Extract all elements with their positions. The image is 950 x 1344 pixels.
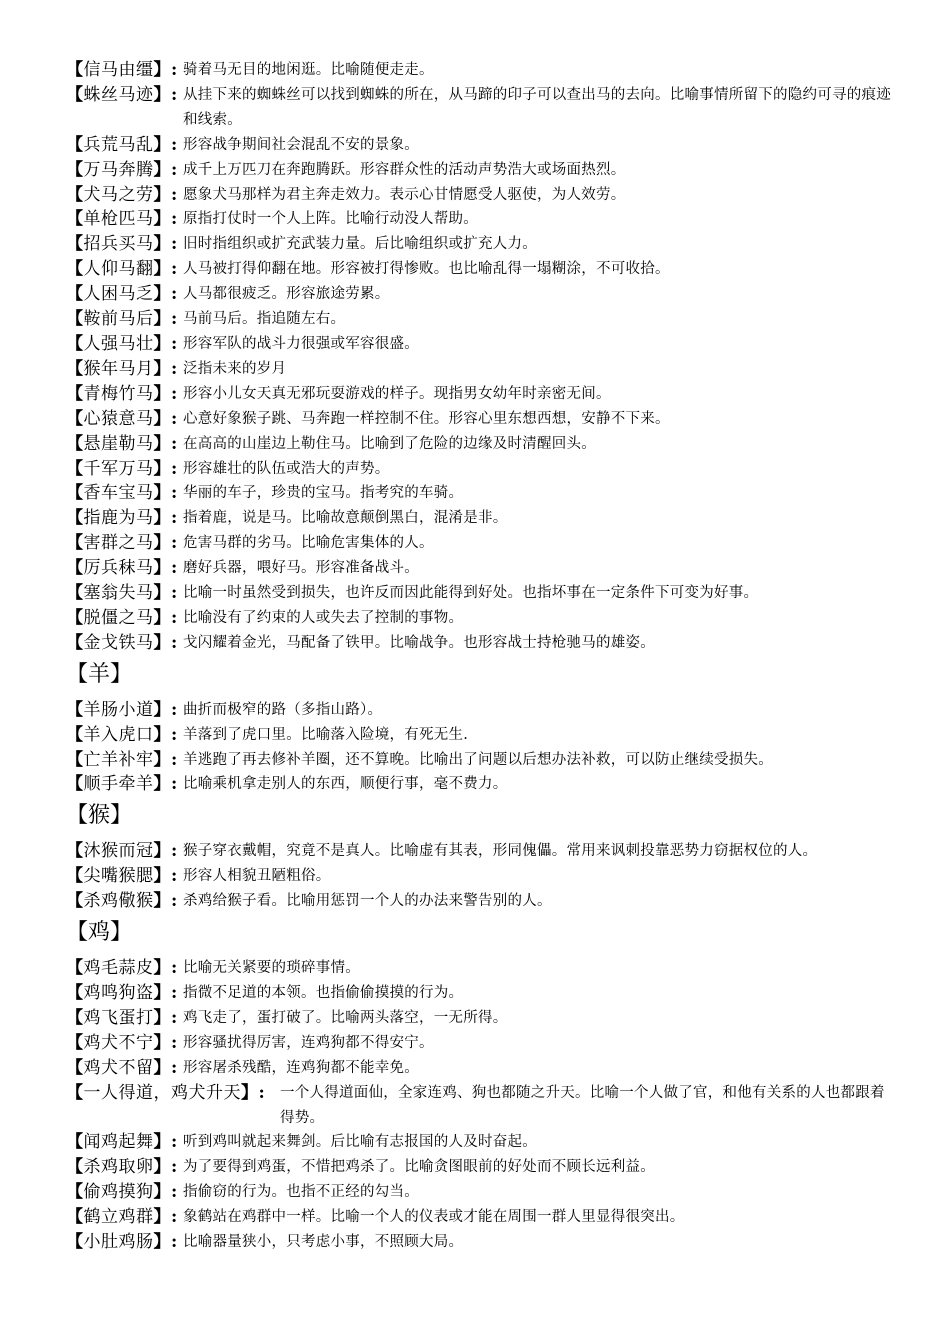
left-bracket: 【 (66, 134, 84, 155)
left-bracket: 【 (66, 866, 84, 887)
idiom-word: 信马由缰 (83, 60, 154, 80)
right-bracket-colon: 】: (153, 1157, 178, 1178)
idiom-word: 脱僵之马 (83, 607, 154, 628)
left-bracket: 【 (66, 458, 84, 479)
left-bracket: 【 (66, 983, 84, 1003)
left-bracket: 【 (66, 259, 84, 280)
idiom-entry (66, 382, 896, 407)
idiom-term (66, 183, 183, 208)
idiom-word: 人困马乏 (83, 284, 154, 305)
right-bracket-colon: 】: (153, 866, 178, 887)
idiom-definition: 心意好象猴子跳、马奔跑一样控制不住。形容心里东想西想，安静不下来。 (183, 410, 670, 427)
idiom-entry (66, 956, 896, 981)
idiom-term (66, 1180, 183, 1205)
idiom-word: 千军万马 (83, 458, 154, 479)
left-bracket: 【 (66, 60, 84, 80)
idiom-definition: 形容人相貌丑陋粗俗。 (183, 868, 331, 885)
idiom-definition: 骑着马无目的地闲逛。比喻随便走走。 (183, 62, 434, 78)
idiom-entry (66, 481, 896, 506)
right-bracket-colon: 】: (153, 483, 178, 504)
idiom-definition: 马前马后。指追随左右。 (183, 311, 346, 328)
idiom-term (66, 457, 183, 482)
idiom-entry (66, 357, 896, 382)
idiom-word: 害群之马 (83, 533, 154, 554)
idiom-definition: 原指打仗时一个人上阵。比喻行动没人帮助。 (183, 211, 478, 228)
idiom-term (66, 83, 183, 108)
left-bracket: 【 (66, 1082, 84, 1103)
idiom-term (66, 556, 183, 581)
idiom-definition: 曲折而极窄的路（多指山路）。 (183, 701, 383, 718)
idiom-term (66, 889, 183, 914)
idiom-word: 青梅竹马 (83, 383, 154, 404)
idiom-entry (66, 307, 896, 332)
idiom-term (66, 506, 183, 531)
right-bracket-colon: 】: (153, 259, 178, 280)
right-bracket-colon: 】: (153, 841, 178, 862)
idiom-term (66, 1130, 183, 1155)
left-bracket: 【 (66, 583, 84, 604)
idiom-word: 人强马壮 (83, 333, 154, 354)
section-heading: 【鸡】 (66, 920, 133, 946)
idiom-word: 杀鸡儆猴 (83, 891, 154, 912)
idiom-word: 杀鸡取卵 (83, 1157, 154, 1178)
idiom-term (66, 282, 183, 307)
idiom-word: 心猿意马 (83, 408, 154, 429)
idiom-term (66, 158, 183, 183)
right-bracket-colon: 】: (153, 383, 178, 404)
idiom-word: 鸡犬不留 (83, 1057, 154, 1078)
idiom-entry (66, 1205, 896, 1230)
right-bracket-colon: 】: (153, 309, 178, 330)
right-bracket-colon: 】: (153, 284, 178, 305)
right-bracket-colon: 】: (153, 749, 178, 770)
idiom-definition: 比喻乘机拿走别人的东西，顺便行事，毫不费力。 (183, 776, 508, 793)
left-bracket: 【 (66, 184, 84, 205)
idiom-definition: 指着鹿，说是马。比喻故意颠倒黑白，混淆是非。 (183, 510, 508, 527)
idiom-word: 偷鸡摸狗 (83, 1182, 154, 1203)
idiom-term (66, 1155, 183, 1180)
left-bracket: 【 (66, 358, 84, 379)
left-bracket: 【 (66, 699, 84, 720)
idiom-definition: 羊逃跑了再去修补羊圈，还不算晚。比喻出了问题以后想办法补救，可以防止继续受损失。 (183, 751, 773, 768)
idiom-definition: 比喻一时虽然受到损失，也许反而因此能得到好处。也指坏事在一定条件下可变为好事。 (183, 585, 759, 602)
section-heading: 【羊】 (66, 661, 133, 687)
idiom-term (66, 631, 183, 656)
left-bracket: 【 (66, 1182, 84, 1203)
idiom-term (66, 207, 183, 232)
idiom-word: 招兵买马 (83, 234, 154, 255)
idiom-word: 鸡毛蒜皮 (83, 958, 154, 979)
idiom-entry (66, 407, 896, 432)
idiom-term (66, 839, 183, 864)
idiom-term (66, 1006, 183, 1031)
idiom-entry (66, 257, 896, 282)
right-bracket-colon: 】: (153, 774, 178, 795)
idiom-definition: 在高高的山崖边上勒住马。比喻到了危险的边缘及时清醒回头。 (183, 435, 596, 452)
right-bracket-colon: 】: (153, 1032, 178, 1053)
right-bracket-colon: 】: (153, 1182, 178, 1203)
idiom-word: 指鹿为马 (83, 508, 154, 529)
idiom-entry (66, 133, 896, 158)
right-bracket-colon: 】: (153, 184, 178, 205)
idiom-entry (66, 772, 896, 797)
right-bracket-colon: 】: (153, 134, 178, 155)
right-bracket-colon: 】: (153, 508, 178, 529)
idiom-term (66, 232, 183, 257)
idiom-entry (66, 83, 896, 133)
idiom-word: 羊入虎口 (83, 724, 154, 745)
idiom-word: 万马奔腾 (83, 159, 154, 180)
idiom-term (66, 332, 183, 357)
left-bracket: 【 (66, 891, 84, 912)
left-bracket: 【 (66, 508, 84, 529)
idiom-entry (66, 1006, 896, 1031)
idiom-definition: 成千上万匹刀在奔跑腾跃。形容群众性的活动声势浩大或场面热烈。 (183, 161, 626, 178)
idiom-term (66, 1031, 183, 1056)
idiom-term (66, 1230, 183, 1255)
right-bracket-colon: 】: (241, 1082, 266, 1103)
idiom-definition: 羊落到了虎口里。比喻落入险境，有死无生. (183, 726, 469, 743)
right-bracket-colon: 】: (153, 983, 178, 1003)
idiom-definition: 泛指未来的岁月 (183, 360, 287, 377)
left-bracket: 【 (66, 483, 84, 504)
left-bracket: 【 (66, 774, 84, 795)
left-bracket: 【 (66, 749, 84, 770)
left-bracket: 【 (66, 408, 84, 429)
idiom-word: 沐猴而冠 (83, 841, 154, 862)
left-bracket: 【 (66, 607, 84, 628)
idiom-term (66, 1056, 183, 1081)
idiom-entry (66, 748, 896, 773)
idiom-term (66, 307, 183, 332)
left-bracket: 【 (66, 1032, 84, 1053)
right-bracket-colon: 】: (153, 1232, 178, 1253)
right-bracket-colon: 】: (153, 1207, 178, 1228)
idiom-definition: 华丽的车子，珍贵的宝马。指考究的车骑。 (183, 485, 464, 502)
idiom-term (66, 698, 183, 723)
idiom-term (66, 257, 183, 282)
right-bracket-colon: 】: (153, 724, 178, 745)
right-bracket-colon: 】: (153, 234, 178, 255)
left-bracket: 【 (66, 841, 84, 862)
idiom-definition: 鸡飞走了，蛋打破了。比喻两头落空，一无所得。 (183, 1009, 508, 1026)
left-bracket: 【 (66, 632, 84, 653)
idiom-definition: 人马被打得仰翻在地。形容被打得惨败。也比喻乱得一塌糊涂，不可收拾。 (183, 261, 670, 278)
idiom-term (66, 606, 183, 631)
idiom-term (66, 432, 183, 457)
right-bracket-colon: 】: (153, 583, 178, 604)
left-bracket: 【 (66, 209, 84, 230)
idiom-entry (66, 58, 896, 83)
left-bracket: 【 (66, 558, 84, 579)
idiom-definition: 旧时指组织或扩充武装力量。后比喻组织或扩充人力。 (183, 236, 537, 253)
idiom-definition: 危害马群的劣马。比喻危害集体的人。 (183, 535, 434, 552)
idiom-definition: 人马都很疲乏。形容旅途劳累。 (183, 286, 390, 303)
idiom-word: 小肚鸡肠 (83, 1232, 154, 1253)
idiom-term (66, 1205, 183, 1230)
idiom-definition: 比喻器量狭小，只考虑小事，不照顾大局。 (183, 1234, 464, 1251)
right-bracket-colon: 】: (153, 607, 178, 628)
idiom-entry (66, 581, 896, 606)
idiom-entry (66, 556, 896, 581)
idiom-entry (66, 839, 896, 864)
idiom-term (66, 748, 183, 773)
idiom-entry (66, 332, 896, 357)
idiom-word: 金戈铁马 (83, 632, 154, 653)
idiom-word: 鞍前马后 (83, 309, 154, 330)
idiom-term (66, 357, 183, 382)
idiom-definition: 磨好兵器，喂好马。形容准备战斗。 (183, 560, 419, 577)
right-bracket-colon: 】: (153, 458, 178, 479)
right-bracket-colon: 】: (153, 632, 178, 653)
idiom-term (66, 772, 183, 797)
left-bracket: 【 (66, 533, 84, 554)
idiom-definition: 形容屠杀残酷，连鸡狗都不能幸免。 (183, 1059, 419, 1076)
idiom-term (66, 531, 183, 556)
right-bracket-colon: 】: (153, 1007, 178, 1028)
right-bracket-colon: 】: (153, 433, 178, 454)
idiom-entry (66, 457, 896, 482)
idiom-word: 悬崖勒马 (83, 433, 154, 454)
left-bracket: 【 (66, 1157, 84, 1178)
idiom-word: 单枪匹马 (83, 209, 154, 230)
left-bracket: 【 (66, 84, 84, 105)
idiom-definition: 从挂下来的蜘蛛丝可以找到蜘蛛的所在，从马蹄的印子可以查出马的去向。比喻事情所留下的隐约可寻的痕迹和线索。 (183, 86, 891, 128)
idiom-definition: 为了要得到鸡蛋，不惜把鸡杀了。比喻贪图眼前的好处而不顾长远利益。 (183, 1159, 655, 1176)
idiom-definition: 形容雄壮的队伍或浩大的声势。 (183, 460, 390, 477)
idiom-definition: 形容骚扰得厉害，连鸡狗都不得安宁。 (183, 1034, 434, 1051)
left-bracket: 【 (66, 1132, 84, 1153)
right-bracket-colon: 】: (153, 891, 178, 912)
idiom-word: 鸡犬不宁 (83, 1032, 154, 1053)
left-bracket: 【 (66, 383, 84, 404)
idiom-definition: 指微不足道的本领。也指偷偷摸摸的行为。 (183, 985, 464, 1001)
idiom-definition: 杀鸡给猴子看。比喻用惩罚一个人的办法来警告别的人。 (183, 893, 552, 910)
idiom-entry (66, 864, 896, 889)
idiom-entry (66, 1230, 896, 1255)
right-bracket-colon: 】: (153, 408, 178, 429)
idiom-term (66, 133, 183, 158)
idiom-term (66, 1081, 280, 1106)
idiom-definition: 形容战争期间社会混乱不安的景象。 (183, 136, 419, 153)
left-bracket: 【 (66, 284, 84, 305)
right-bracket-colon: 】: (153, 84, 178, 105)
idiom-entry (66, 531, 896, 556)
idiom-definition: 象鹤站在鸡群中一样。比喻一个人的仪表或才能在周围一群人里显得很突出。 (183, 1209, 685, 1226)
idiom-term (66, 581, 183, 606)
idiom-entry (66, 981, 896, 1006)
idiom-word: 厉兵秣马 (83, 558, 154, 579)
idiom-entry (66, 631, 896, 656)
left-bracket: 【 (66, 1007, 84, 1028)
idiom-entry (66, 1155, 896, 1180)
idiom-entry (66, 889, 896, 914)
right-bracket-colon: 】: (153, 209, 178, 230)
right-bracket-colon: 】: (153, 558, 178, 579)
idiom-definition: 听到鸡叫就起来舞剑。后比喻有志报国的人及时奋起。 (183, 1134, 537, 1151)
left-bracket: 【 (66, 1057, 84, 1078)
idiom-entry (66, 432, 896, 457)
idiom-definition: 形容军队的战斗力很强或军容很盛。 (183, 335, 419, 352)
left-bracket: 【 (66, 724, 84, 745)
idiom-term (66, 407, 183, 432)
left-bracket: 【 (66, 1207, 84, 1228)
idiom-term (66, 382, 183, 407)
idiom-word: 香车宝马 (83, 483, 154, 504)
idiom-definition: 戈闪耀着金光，马配备了铁甲。比喻战争。也形容战士持枪驰马的雄姿。 (183, 634, 655, 651)
idiom-word: 鸡鸣狗盗 (83, 983, 154, 1003)
idiom-term (66, 956, 183, 981)
idiom-definition: 愿象犬马那样为君主奔走效力。表示心甘情愿受人驱使，为人效劳。 (183, 186, 626, 203)
idiom-definition: 猴子穿衣戴帽，究竟不是真人。比喻虚有其表，形同傀儡。常用来讽刺投靠恶势力窃据权位的人。 (183, 843, 818, 860)
idiom-entry (66, 698, 896, 723)
idiom-entry (66, 723, 896, 748)
idiom-term (66, 58, 183, 83)
idiom-entry (66, 207, 896, 232)
idiom-entry (66, 1081, 896, 1131)
idiom-word: 蛛丝马迹 (83, 84, 154, 105)
idiom-entry (66, 183, 896, 208)
idiom-word: 一人得道，鸡犬升天 (83, 1082, 241, 1103)
idiom-entry (66, 282, 896, 307)
idiom-entry (66, 1130, 896, 1155)
left-bracket: 【 (66, 159, 84, 180)
right-bracket-colon: 】: (153, 333, 178, 354)
idiom-word: 犬马之劳 (83, 184, 154, 205)
right-bracket-colon: 】: (153, 699, 178, 720)
idiom-entry (66, 606, 896, 631)
right-bracket-colon: 】: (153, 60, 178, 80)
idiom-word: 猴年马月 (83, 358, 154, 379)
idiom-definition: 形容小儿女天真无邪玩耍游戏的样子。现指男女幼年时亲密无间。 (183, 385, 611, 402)
right-bracket-colon: 】: (153, 1132, 178, 1153)
idiom-term (66, 723, 183, 748)
idiom-word: 亡羊补牢 (83, 749, 154, 770)
idiom-entry (66, 1180, 896, 1205)
idiom-definition: 指偷窃的行为。也指不正经的勾当。 (183, 1184, 419, 1201)
idiom-term (66, 864, 183, 889)
idiom-word: 鸡飞蛋打 (83, 1007, 154, 1028)
idiom-term (66, 481, 183, 506)
left-bracket: 【 (66, 234, 84, 255)
left-bracket: 【 (66, 309, 84, 330)
idiom-entry (66, 1031, 896, 1056)
left-bracket: 【 (66, 1232, 84, 1253)
idiom-entry (66, 506, 896, 531)
idiom-definition: 一个人得道面仙，全家连鸡、狗也都随之升天。比喻一个人做了官，和他有关系的人也都跟着得势。 (280, 1084, 885, 1126)
idiom-word: 羊肠小道 (83, 699, 154, 720)
right-bracket-colon: 】: (153, 533, 178, 554)
idiom-definition: 比喻没有了约束的人或失去了控制的事物。 (183, 609, 464, 626)
idiom-word: 尖嘴猴腮 (83, 866, 154, 887)
idiom-entry (66, 1056, 896, 1081)
idiom-word: 兵荒马乱 (83, 134, 154, 155)
left-bracket: 【 (66, 333, 84, 354)
idiom-entry (66, 158, 896, 183)
idiom-word: 闻鸡起舞 (83, 1132, 154, 1153)
idiom-word: 人仰马翻 (83, 259, 154, 280)
left-bracket: 【 (66, 958, 84, 979)
idiom-word: 鹤立鸡群 (83, 1207, 154, 1228)
idiom-definition: 比喻无关紧要的琐碎事情。 (183, 960, 360, 977)
right-bracket-colon: 】: (153, 159, 178, 180)
idiom-word: 塞翁失马 (83, 583, 154, 604)
section-heading: 【猴】 (66, 803, 133, 829)
right-bracket-colon: 】: (153, 958, 178, 979)
idiom-term (66, 981, 183, 1006)
idiom-word: 顺手牵羊 (83, 774, 154, 795)
right-bracket-colon: 】: (153, 1057, 178, 1078)
idiom-entry (66, 232, 896, 257)
left-bracket: 【 (66, 433, 84, 454)
right-bracket-colon: 】: (153, 358, 178, 379)
